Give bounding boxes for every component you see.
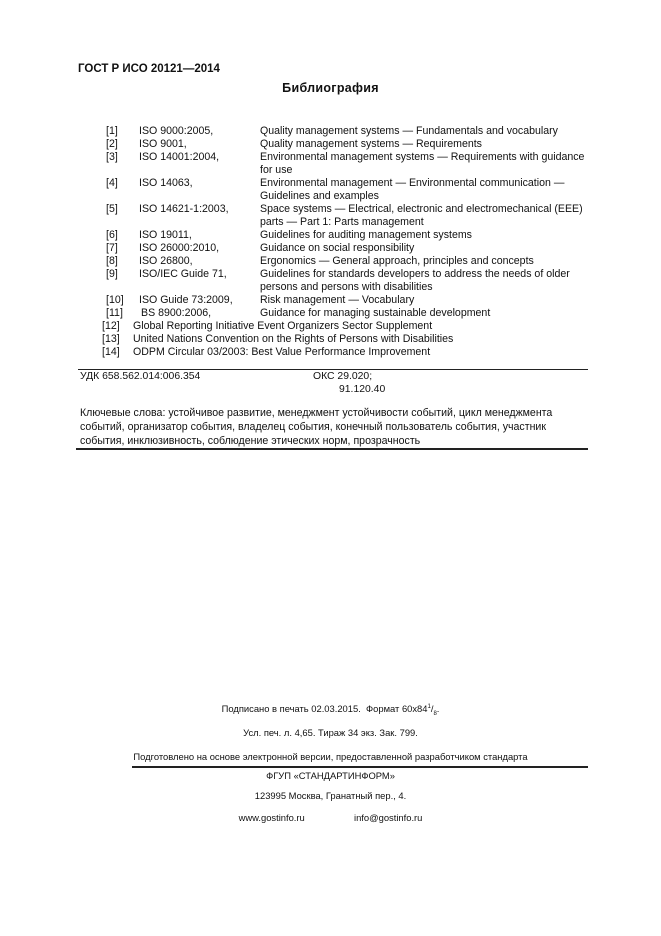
- entry-description: Quality management systems — Fundamentals and vocabulary: [260, 125, 558, 137]
- email-link[interactable]: info@gostinfo.ru: [353, 812, 423, 823]
- signed-date: Подписано в печать 02.03.2015.: [221, 703, 361, 714]
- entry-number: [12]: [102, 320, 120, 332]
- format-label: Формат 60х84: [366, 703, 428, 714]
- entry-number: [11]: [106, 307, 123, 319]
- entry-description: Environmental management systems — Requirements with guidance: [260, 151, 585, 163]
- keywords: Ключевые слова: устойчивое развитие, менеджмент устойчивости событий, цикл менеджмента событий, организатор события, владелец события, конечный пользователь события, участник события, инклюзивность, соблюдение этических норм, прозрачность: [80, 407, 553, 447]
- entry-number: [2]: [106, 138, 118, 150]
- section-title: Библиография: [282, 81, 379, 95]
- entry-description: Space systems — Electrical, electronic and electromechanical (EEE): [260, 203, 583, 215]
- entry-number: [9]: [106, 268, 118, 280]
- entry-number: [3]: [106, 151, 118, 163]
- entry-description: United Nations Convention on the Rights of Persons with Disabilities: [133, 333, 454, 345]
- entry-code: ISO 14621-1:2003,: [139, 203, 229, 215]
- entry-number: [6]: [106, 229, 118, 241]
- entry-number: [5]: [106, 203, 118, 215]
- bibliography-entry: [0, 125, 661, 138]
- bibliography-entry: [0, 203, 661, 216]
- bibliography-entry: [0, 151, 661, 164]
- contacts: [0, 812, 661, 823]
- bibliography-entry-continuation: [0, 281, 661, 294]
- signed-info: Подписано в печать 02.03.2015. Формат $60х84^1/_8$.: [221, 703, 440, 717]
- entry-description: Guidance on social responsibility: [260, 242, 415, 254]
- print-info: Усл. печ. л. 4,65. Тираж 34 экз. Зак. 799.: [243, 727, 418, 738]
- entry-number: [14]: [102, 346, 120, 358]
- entry-description: persons and persons with disabilities: [260, 281, 433, 293]
- entry-code: ISO 19011,: [139, 229, 192, 241]
- bibliography-entry: [0, 229, 661, 242]
- entry-number: [1]: [106, 125, 118, 137]
- entry-code: ISO 14001:2004,: [139, 151, 220, 163]
- udk-code: УДК 658.562.014:006.354: [80, 371, 201, 382]
- bibliography-entry: [0, 177, 661, 190]
- format-denominator: 8: [433, 710, 437, 717]
- entry-number: [7]: [106, 242, 118, 254]
- format-numerator: 1: [427, 703, 431, 710]
- entry-code: ISO 26800,: [139, 255, 193, 267]
- publisher: ФГУП «СТАНДАРТИНФОРМ»: [266, 770, 395, 781]
- entry-code: BS 8900:2006,: [141, 307, 212, 319]
- standard-code: ГОСТ Р ИСО 20121—2014: [78, 63, 220, 75]
- entry-description: Guidance for managing sustainable development: [260, 307, 491, 319]
- publisher-address: 123995 Москва, Гранатный пер., 4.: [254, 790, 407, 801]
- entry-number: [8]: [106, 255, 118, 267]
- bibliography-entry: [0, 138, 661, 151]
- bibliography-entry: [0, 320, 661, 333]
- entry-description: Global Reporting Initiative Event Organizers Sector Supplement: [133, 320, 433, 332]
- entry-description: Guidelines and examples: [260, 190, 379, 202]
- bibliography-entry: [0, 333, 661, 346]
- entry-description: Guidelines for auditing management systems: [260, 229, 472, 241]
- divider: [132, 766, 588, 768]
- entry-description: Quality management systems — Requirements: [260, 138, 482, 150]
- entry-description: Risk management — Vocabulary: [260, 294, 415, 306]
- prepared-note: Подготовлено на основе электронной версии, предоставленной разработчиком стандарта: [133, 751, 528, 762]
- bibliography-entry: [0, 242, 661, 255]
- oks-code-secondary: 91.120.40: [339, 384, 386, 395]
- bibliography-entry-continuation: [0, 190, 661, 203]
- oks-code: ОКС 29.020;: [313, 371, 373, 382]
- bibliography-entry-continuation: [0, 164, 661, 177]
- entry-code: ISO/IEC Guide 71,: [139, 268, 227, 280]
- entry-number: [4]: [106, 177, 118, 189]
- website-link[interactable]: www.gostinfo.ru: [238, 812, 305, 823]
- divider: [76, 448, 588, 450]
- bibliography-entry: [0, 307, 661, 320]
- bibliography-entry: [0, 255, 661, 268]
- entry-description: for use: [260, 164, 293, 176]
- entry-description: Environmental management — Environmental communication —: [260, 177, 565, 189]
- entry-code: ISO 14063,: [139, 177, 193, 189]
- bibliography-entry: [0, 294, 661, 307]
- bibliography-entry-continuation: [0, 216, 661, 229]
- format-suffix: .: [436, 703, 440, 714]
- entry-number: [10]: [106, 294, 124, 306]
- entry-description: ODPM Circular 03/2003: Best Value Performance Improvement: [133, 346, 431, 358]
- entry-number: [13]: [102, 333, 120, 345]
- entry-code: ISO Guide 73:2009,: [139, 294, 233, 306]
- entry-description: Ergonomics — General approach, principles and concepts: [260, 255, 534, 267]
- entry-description: parts — Part 1: Parts management: [260, 216, 424, 228]
- entry-code: ISO 9000:2005,: [139, 125, 214, 137]
- bibliography-entry: [0, 268, 661, 281]
- bibliography-entry: [0, 346, 661, 359]
- entry-description: Guidelines for standards developers to address the needs of older: [260, 268, 570, 280]
- entry-code: ISO 9001,: [139, 138, 187, 150]
- entry-code: ISO 26000:2010,: [139, 242, 220, 254]
- divider: [78, 369, 588, 370]
